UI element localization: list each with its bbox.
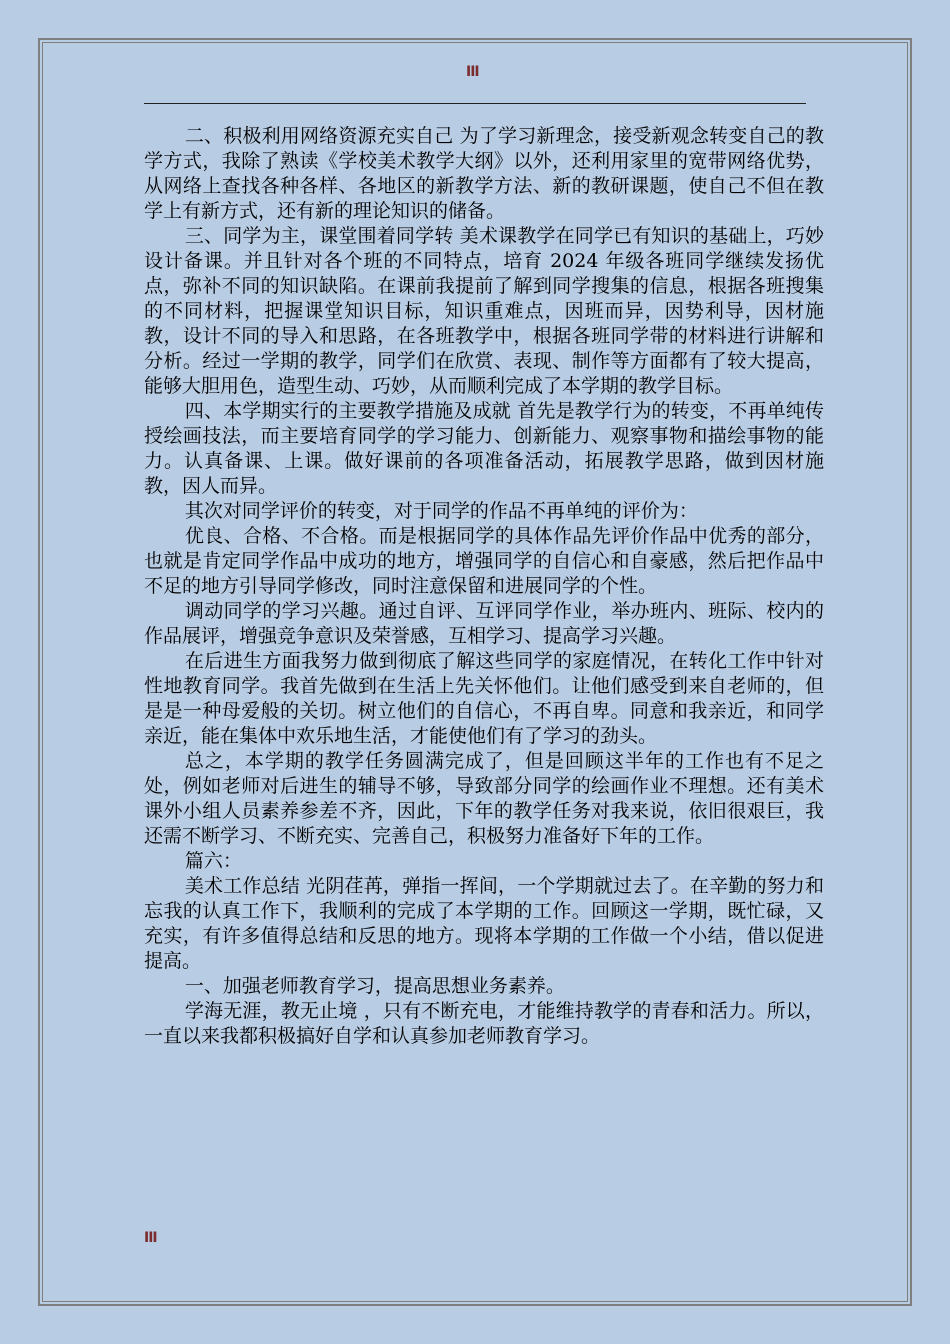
paragraph: 美术工作总结 光阴荏苒，弹指一挥间，一个学期就过去了。在辛勤的努力和忘我的认真工作下，我顺利的完成了本学期的工作。回顾这一学期，既忙碌，又充实，有许多值得总结和反思的地方。现将本学期的工作做一个小结，借以促进提高。 xyxy=(144,875,824,972)
paragraph: 其次对同学评价的转变，对于同学的作品不再单纯的评价为： xyxy=(184,500,698,522)
header-divider xyxy=(144,103,806,104)
paragraph: 调动同学的学习兴趣。通过自评、互评同学作业，举办班内、班际、校内的作品展评，增强竞争意识及荣誉感，互相学习、提高学习兴趣。 xyxy=(144,600,824,647)
paragraph: 四、本学期实行的主要教学措施及成就 首先是教学行为的转变，不再单纯传授绘画技法，而主要培育同学的学习能力、创新能力、观察事物和描绘事物的能力。认真备课、上课。做好课前的各项准备活动，拓展教学思路，做到因材施教，因人而异。 xyxy=(144,400,824,497)
paragraph: 二、积极利用网络资源充实自己 为了学习新理念，接受新观念转变自己的教学方式，我除了熟读《学校美术教学大纲》以外，还利用家里的宽带网络优势，从网络上查找各种各样、各地区的新教学方法、新的教研课题，使自己不但在教学上有新方式，还有新的理论知识的储备。 xyxy=(144,125,824,222)
section-heading: 篇六： xyxy=(184,850,242,872)
footer-mark: III xyxy=(144,1230,157,1246)
document-body xyxy=(144,124,824,1049)
paragraph: 优良、合格、不合格。而是根据同学的具体作品先评价作品中优秀的部分，也就是肯定同学作品中成功的地方，增强同学的自信心和自豪感，然后把作品中不足的地方引导同学修改，同时注意保留和进展同学的个性。 xyxy=(144,525,824,597)
paragraph: 总之，本学期的教学任务圆满完成了，但是回顾这半年的工作也有不足之处，例如老师对后进生的辅导不够，导致部分同学的绘画作业不理想。还有美术课外小组人员素养参差不齐，因此，下年的教学任务对我来说，依旧很艰巨，我还需不断学习、不断充实、完善自己，积极努力准备好下年的工作。 xyxy=(144,750,824,847)
paragraph: 三、同学为主，课堂围着同学转 美术课教学在同学已有知识的基础上，巧妙设计备课。并且针对各个班的不同特点，培育 2024 年级各班同学继续发扬优点，弥补不同的知识缺陷。在课前我提前了解到同学搜集的信息，根据各班搜集的不同材料，把握课堂知识目标，知识重难点，因班而异，因势利导，因材施教，设计不同的导入和思路，在各班教学中，根据各班同学带的材料进行讲解和分析。经过一学期的教学，同学们在欣赏、表现、制作等方面都有了较大提高，能够大胆用色，造型生动、巧妙，从而顺利完成了本学期的教学目标。 xyxy=(144,225,824,397)
header-mark: III xyxy=(466,64,479,80)
paragraph: 在后进生方面我努力做到彻底了解这些同学的家庭情况，在转化工作中针对性地教育同学。我首先做到在生活上先关怀他们。让他们感受到来自老师的，但是是一种母爱般的关切。树立他们的自信心，不再自卑。同意和我亲近，和同学亲近，能在集体中欢乐地生活，才能使他们有了学习的劲头。 xyxy=(144,650,824,747)
paragraph: 学海无涯，教无止境 ，只有不断充电，才能维持教学的青春和活力。所以，一直以来我都积极搞好自学和认真参加老师教育学习。 xyxy=(144,1000,824,1047)
paragraph: 一、加强老师教育学习，提高思想业务素养。 xyxy=(184,975,565,997)
